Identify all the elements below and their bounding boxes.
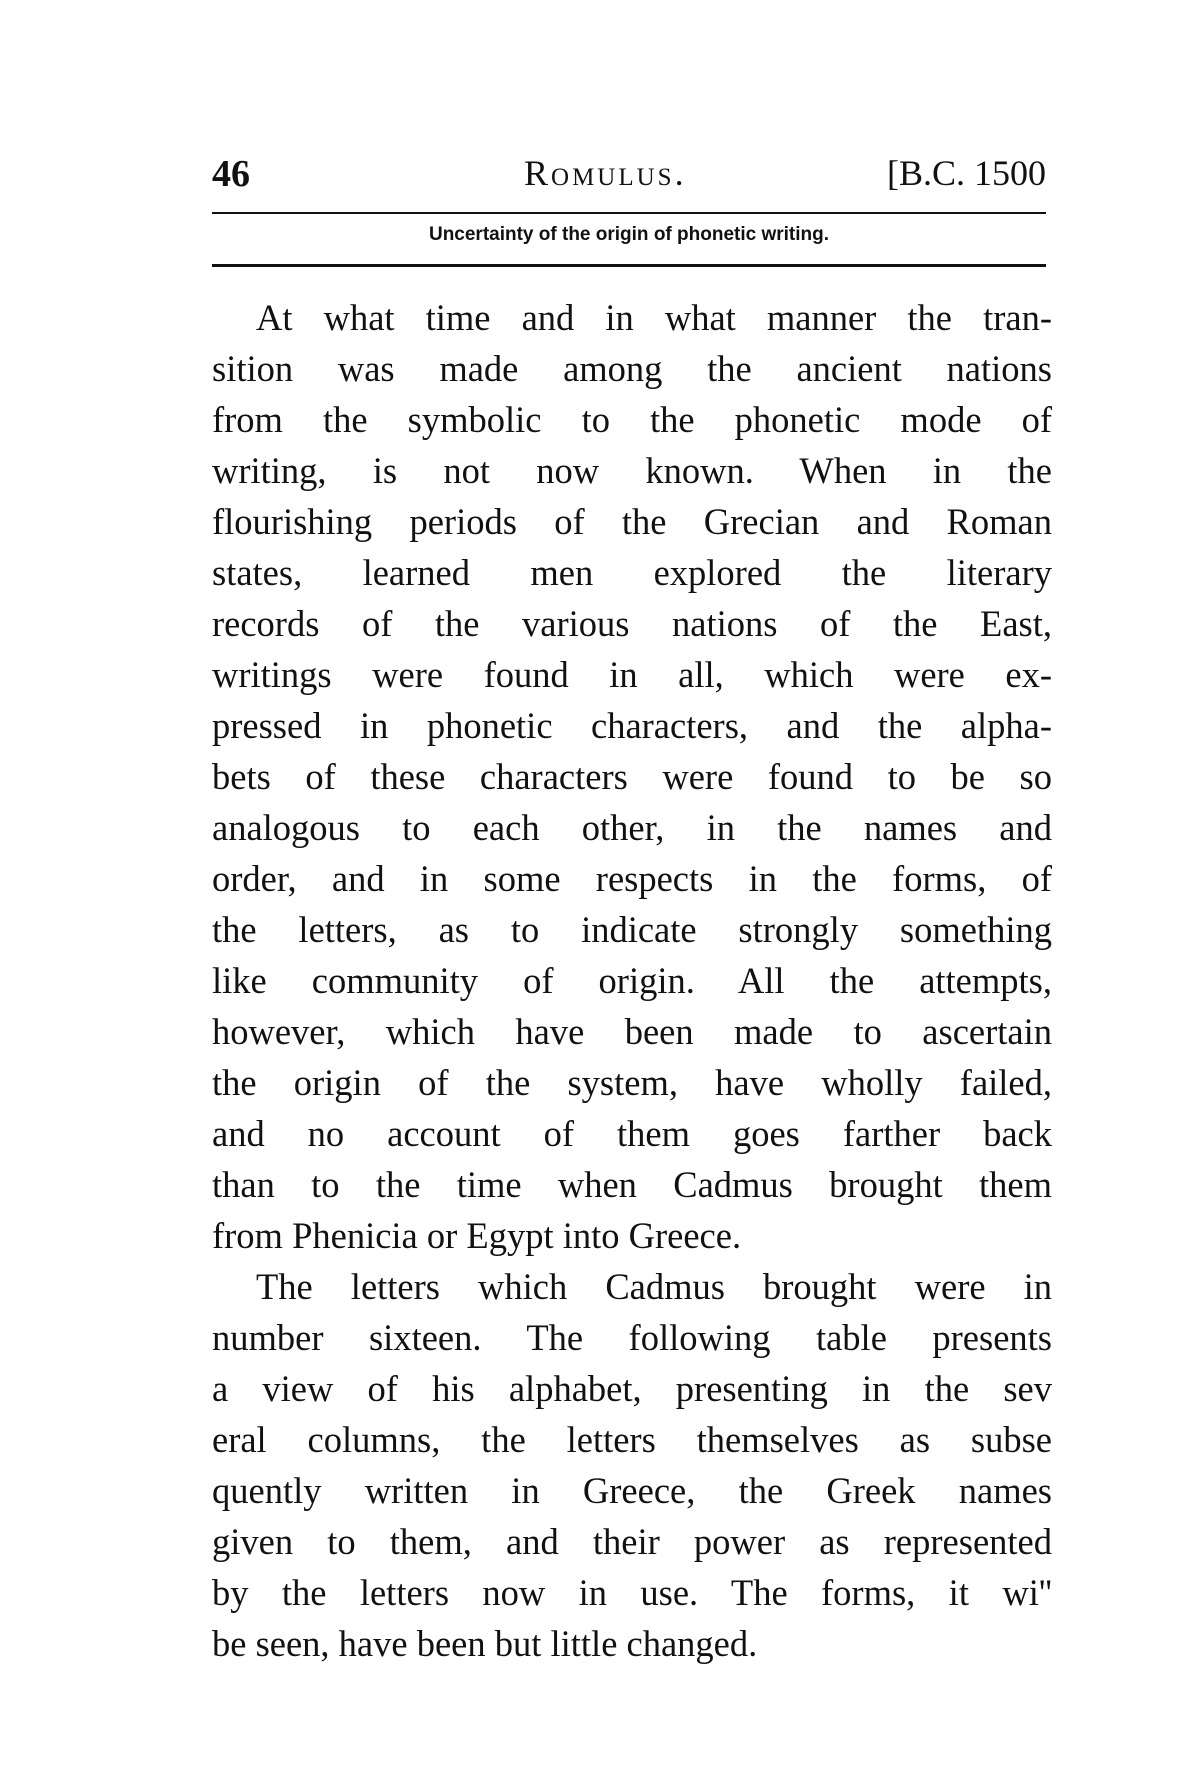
text-line: analogous to each other, in the names and [212, 807, 1052, 848]
text-line: writings were found in all, which were ex- [212, 654, 1052, 695]
text-line: by the letters now in use. The forms, it wi'' [212, 1572, 1052, 1613]
header-rule-top [212, 212, 1046, 214]
running-head [212, 152, 1046, 202]
paragraph [212, 1261, 1052, 1669]
text-line: eral columns, the letters themselves as subse [212, 1419, 1052, 1460]
body-text [212, 292, 1052, 1669]
running-date: [B.C. 1500 [886, 153, 1046, 193]
text-line: like community of origin. All the attempts, [212, 960, 1052, 1001]
text-line: number sixteen. The following table presents [212, 1317, 1052, 1358]
text-line: quently written in Greece, the Greek names [212, 1470, 1052, 1511]
text-line: order, and in some respects in the forms, of [212, 858, 1052, 899]
text-line: the letters, as to indicate strongly something [212, 909, 1052, 950]
text-line: writing, is not now known. When in the [212, 450, 1052, 491]
page-number: 46 [212, 153, 250, 195]
text-line: from Phenicia or Egypt into Greece. [212, 1215, 742, 1256]
text-line: a view of his alphabet, presenting in the sev [212, 1368, 1052, 1409]
text-line: than to the time when Cadmus brought them [212, 1164, 1052, 1205]
running-title: Romulus. [524, 153, 687, 193]
text-line: given to them, and their power as represented [212, 1521, 1052, 1562]
text-line: The letters which Cadmus brought were in [256, 1266, 1052, 1307]
text-line: however, which have been made to ascertain [212, 1011, 1052, 1052]
text-line: be seen, have been but little changed. [212, 1623, 758, 1664]
page-headline: Uncertainty of the origin of phonetic writing. [428, 224, 830, 245]
text-line: from the symbolic to the phonetic mode of [212, 399, 1052, 440]
header-rule-bottom [212, 264, 1046, 267]
text-line: flourishing periods of the Grecian and Roman [212, 501, 1052, 542]
text-line: records of the various nations of the East, [212, 603, 1052, 644]
text-line: pressed in phonetic characters, and the alpha- [212, 705, 1052, 746]
text-line: bets of these characters were found to be so [212, 756, 1052, 797]
paragraph [212, 292, 1052, 1261]
text-line: the origin of the system, have wholly failed, [212, 1062, 1052, 1103]
text-line: sition was made among the ancient nations [212, 348, 1052, 389]
text-line: and no account of them goes farther back [212, 1113, 1052, 1154]
text-line: states, learned men explored the literary [212, 552, 1052, 593]
text-line: At what time and in what manner the tran- [256, 297, 1052, 338]
